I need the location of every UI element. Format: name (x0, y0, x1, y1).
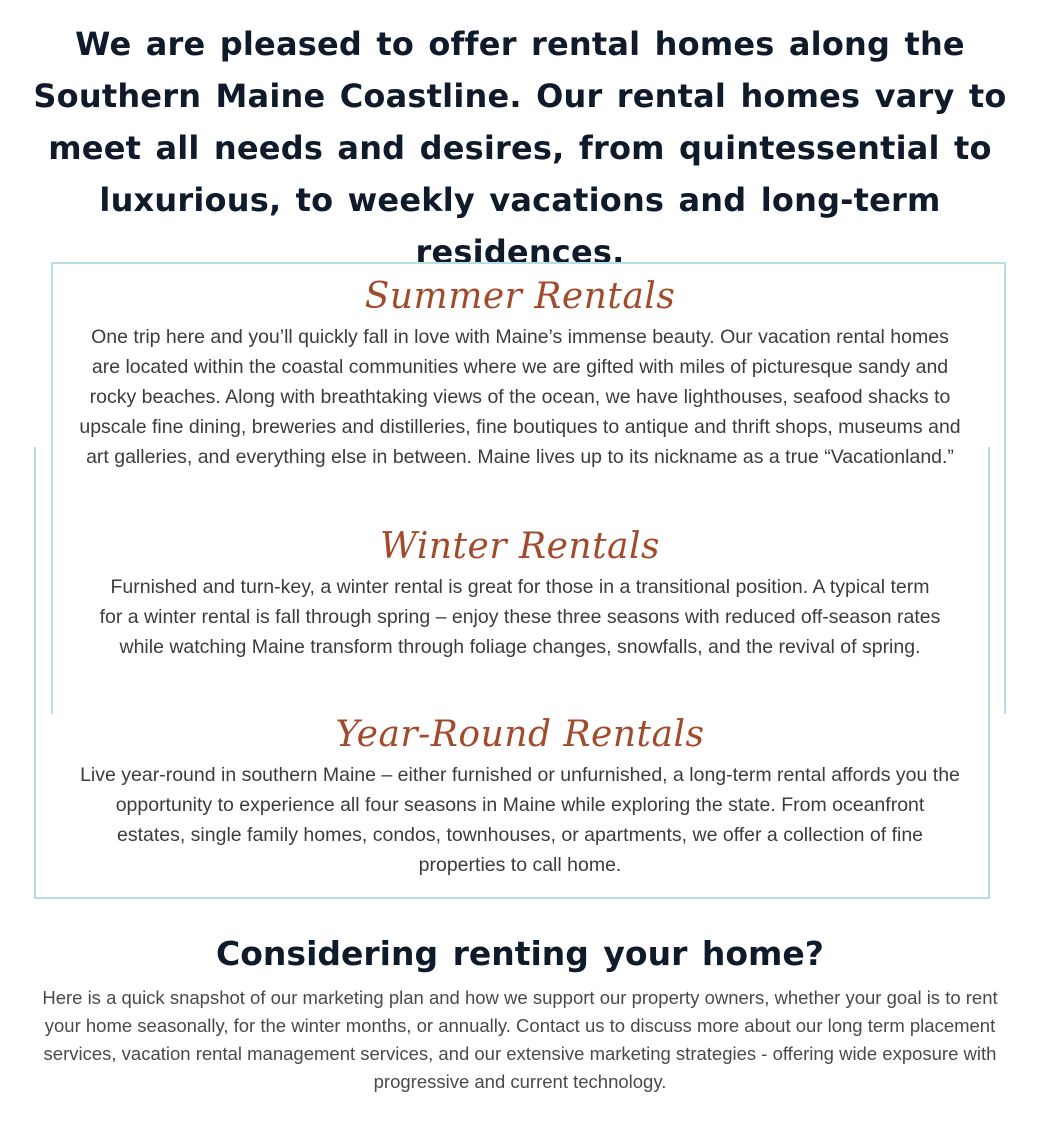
section-body-winter: Furnished and turn-key, a winter rental is great for those in a transitional position. A typical term for a winter rental is fall through spring – enjoy these three seasons with reduced off-season rates while watching Maine transform through foliage changes, snowfalls, and the revival of spring. (99, 576, 941, 658)
owners-heading: Considering renting your home? (216, 934, 824, 973)
intro-heading: We are pleased to offer rental homes along the Southern Maine Coastline. Our rental homes vary to meet all needs and desires, from quintessential to luxurious, to weekly vacations and long-term residences. (33, 25, 1007, 271)
section-winter-rentals (70, 522, 970, 662)
section-body-summer: One trip here and you’ll quickly fall in love with Maine’s immense beauty. Our vacation rental homes are located within the coastal communities where we are gifted with miles of picturesque sandy and rocky beaches. Along with breathtaking views of the ocean, we have lighthouses, seafood shacks to upscale fine dining, breweries and distilleries, fine boutiques to antique and thrift shops, museums and art galleries, and everything else in between. Maine lives up to its nickname as a true “Vacationland.” (79, 326, 961, 468)
section-summer-rentals (70, 272, 970, 472)
section-title-summer: Summer Rentals (364, 276, 676, 317)
section-title-winter: Winter Rentals (379, 526, 660, 567)
section-body-year-round: Live year-round in southern Maine – either furnished or unfurnished, a long-term rental affords you the opportunity to experience all four seasons in Maine while exploring the state. From oceanfront estates, single family homes, condos, townhouses, or apartments, we offer a collection of fine properties to call home. (80, 764, 960, 876)
section-year-round-rentals (70, 710, 970, 880)
owners-body: Here is a quick snapshot of our marketing plan and how we support our property owners, whether your goal is to rent your home seasonally, for the winter months, or annually. Contact us to discuss more about our long term placement services, vacation rental management services, and our extensive marketing strategies - offering wide exposure with progressive and current technology. (42, 987, 998, 1092)
section-title-year-round: Year-Round Rentals (335, 714, 705, 755)
